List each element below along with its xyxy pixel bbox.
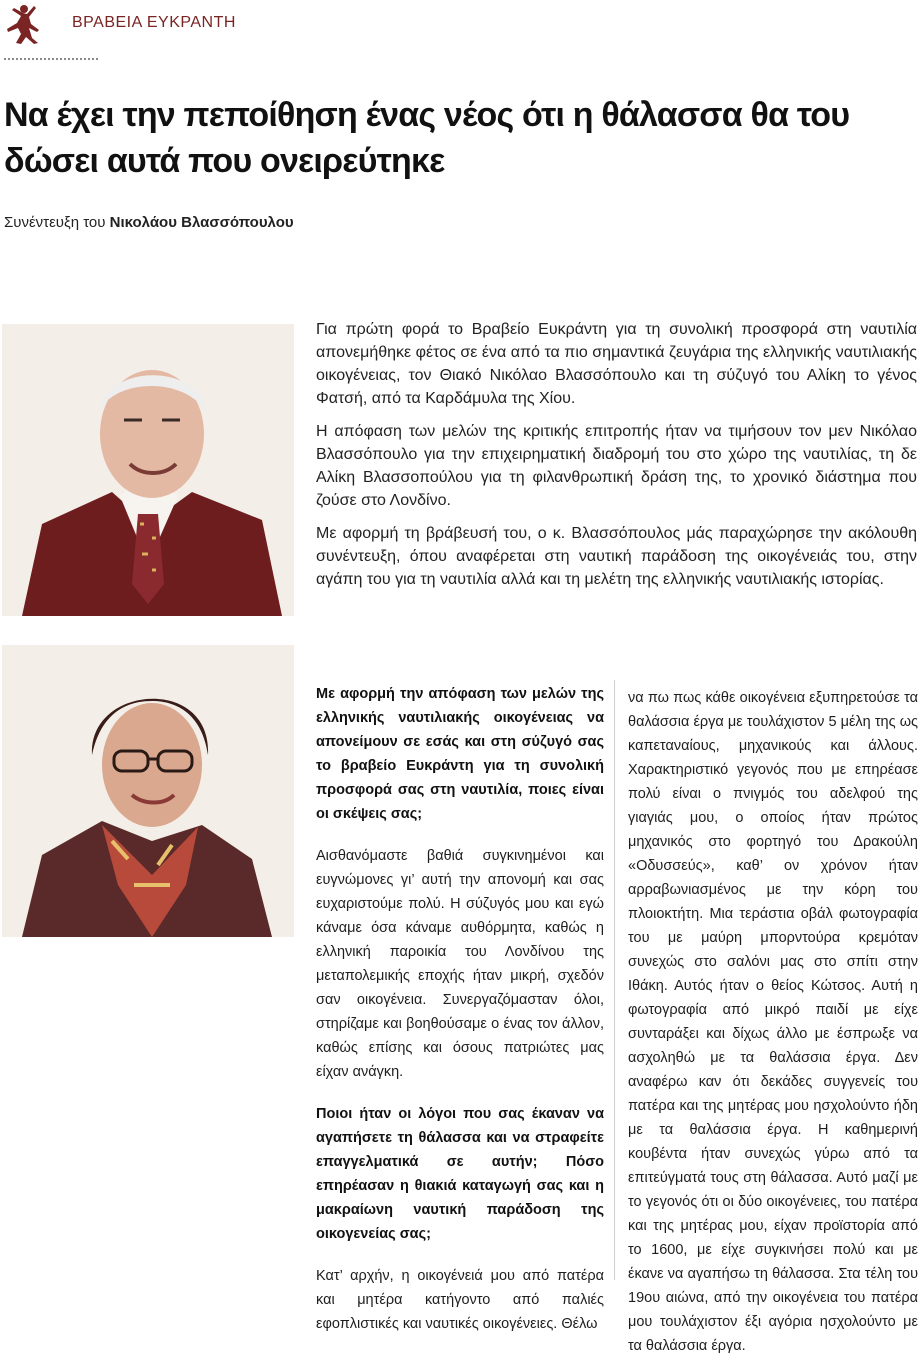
article-headline: Να έχει την πεποίθηση ένας νέος ότι η θάλασσα θα του δώσει αυτά που ονειρεύτηκε: [4, 96, 850, 180]
dancing-figure-logo-icon: [4, 2, 42, 46]
byline: [4, 214, 294, 231]
intro-paragraph: Με αφορμή τη βράβευσή του, ο κ. Βλασσόπουλος μάς παραχώρησε την ακόλουθη συνέντευξη, όπου αναφέρεται στη ναυτική παράδοση της οικογένειάς του, στην αγάπη του για τη ναυτιλία αλλά και τη μελέτη της ελληνικής ναυτιλιακής ιστορίας.: [316, 525, 917, 588]
article-intro: [316, 318, 917, 601]
section-label: ΒΡΑΒΕΙΑ ΕΥΚΡΑΝΤΗ: [72, 14, 236, 31]
interview-answer: Αισθανόμαστε βαθιά συγκινημένοι και ευγνώμονες γι’ αυτή την απονομή και σας ευχαριστούμε πολύ. Η σύζυγός μου και εγώ κάναμε όσα κάναμε αυθόρμητα, καθώς η ελληνική παροικία του Λονδίνου της μεταπολεμικής εποχής ήταν μικρή, σχεδόν σαν οικογένεια. Συνεργαζόμασταν όλοι, στηρίζαμε και βοηθούσαμε ο ένας τον άλλον, καθώς επίσης και όσους πατριώτες μας είχαν ανάγκη.: [316, 848, 604, 1080]
dotted-divider: [4, 58, 98, 60]
article-column-left: [316, 682, 604, 1336]
portrait-aliki: [2, 645, 294, 937]
interview-answer-continued: να πω πως κάθε οικογένεια εξυπηρετούσε τα θαλάσσια έργα με τουλάχιστον 5 μέλη της ως καπεταναίους, μηχανικούς και άλλους. Χαρακτηριστικό γεγονός που με επηρέασε πολύ είναι ο πνιγμός του αδελφού της γιαγιάς μου, ο οποίος ήταν πρώτος μηχανικός στο φορτηγό του Δρακούλη «Οδυσσεύς», καθ’ ον χρόνον ήταν αρραβωνιασμένος με την κόρη του πλοιοκτήτη. Μια τεράστια οβάλ φωτογραφία του με μαύρη μπορντούρα κρεμόταν συνεχώς στο σαλόνι μας στο σπίτι στην Ιθάκη. Αυτός ήταν ο θείος Κώτσος. Αυτή η φωτογραφία από μικρό παιδί με είχε συνταράξει και δίχως άλλο με έσπρωξε να ασχοληθώ με τα θαλάσσια έργα. Δεν αναφέρω καν ότι δεκάδες συγγενείς του πατέρα και της μητέρας μου ησχολούντο ήδη με τα θαλάσσια έργα. Η καθημερινή κουβέντα ήταν συνεχώς γύρω από τα επιτεύγματά τους στη θάλασσα. Αυτό μαζί με το γεγονός ότι οι δύο οικογένειες, του πατέρα και της μητέρας μου, είχαν προϊστορία από το 1600, με είχε συγκινήσει πολύ και με έκανε να αγαπήσω τη θάλασσα. Στα τέλη του 19ου αιώνα, από την οικογένεια του πατέρα μου τουλάχιστον έξι αγόρια ησχολούντο με τα θαλάσσια έργα.: [628, 690, 918, 1354]
portrait-nikolaos: [2, 324, 294, 616]
page-header: [0, 0, 920, 60]
interview-question: Ποιοι ήταν οι λόγοι που σας έκαναν να αγαπήσετε τη θάλασσα και να στραφείτε επαγγελματικά σε αυτήν; Πόσο επηρέασαν η θιακιά καταγωγή σας και η μακραίωνη ναυτική παράδοση της οικογενείας σας;: [316, 1106, 604, 1242]
byline-author: Νικολάου Βλασσόπουλου: [109, 214, 294, 231]
portrait-man-image: [2, 324, 294, 616]
paragraph-spacer: [316, 1246, 604, 1264]
column-divider: [614, 680, 615, 1280]
paragraph-spacer: [316, 1084, 604, 1102]
intro-paragraph: Η απόφαση των μελών της κριτικής επιτροπής ήταν να τιμήσουν τον μεν Νικόλαο Βλασσόπουλο για την επιχειρηματική διαδρομή του στο χώρο της ναυτιλίας, τη δε Αλίκη Βλασσοπούλου για τη φιλανθρωπική δράση της, το χρονικό διάστημα που ζούσε στο Λονδίνο.: [316, 423, 917, 509]
interview-answer: Κατ’ αρχήν, η οικογένειά μου από πατέρα και μητέρα κατήγοντο από παλιές εφοπλιστικές και ναυτικές οικογένειες. Θέλω: [316, 1268, 604, 1332]
intro-paragraph: Για πρώτη φορά το Βραβείο Ευκράντη για τη συνολική προσφορά στη ναυτιλία απονεμήθηκε φέτος σε ένα από τα πιο σημαντικά ζευγάρια της ελληνικής ναυτιλιακής οικογένειας, τον Θιακό Νικόλαο Βλασσόπουλο και τη σύζυγό του Αλίκη το γένος Φατσή, από τα Καρδάμυλα της Χίου.: [316, 321, 917, 407]
portrait-woman-image: [2, 645, 294, 937]
article-column-right: [628, 686, 918, 1358]
paragraph-spacer: [316, 826, 604, 844]
byline-prefix: Συνέντευξη του: [4, 214, 106, 231]
interview-question: Με αφορμή την απόφαση των μελών της ελληνικής ναυτιλιακής οικογένειας να απονείμουν σε εσάς και στη σύζυγό σας το βραβείο Ευκράντη για τη συνολική προσφορά σας στη ναυτιλία, ποιες είναι οι σκέψεις σας;: [316, 686, 604, 822]
